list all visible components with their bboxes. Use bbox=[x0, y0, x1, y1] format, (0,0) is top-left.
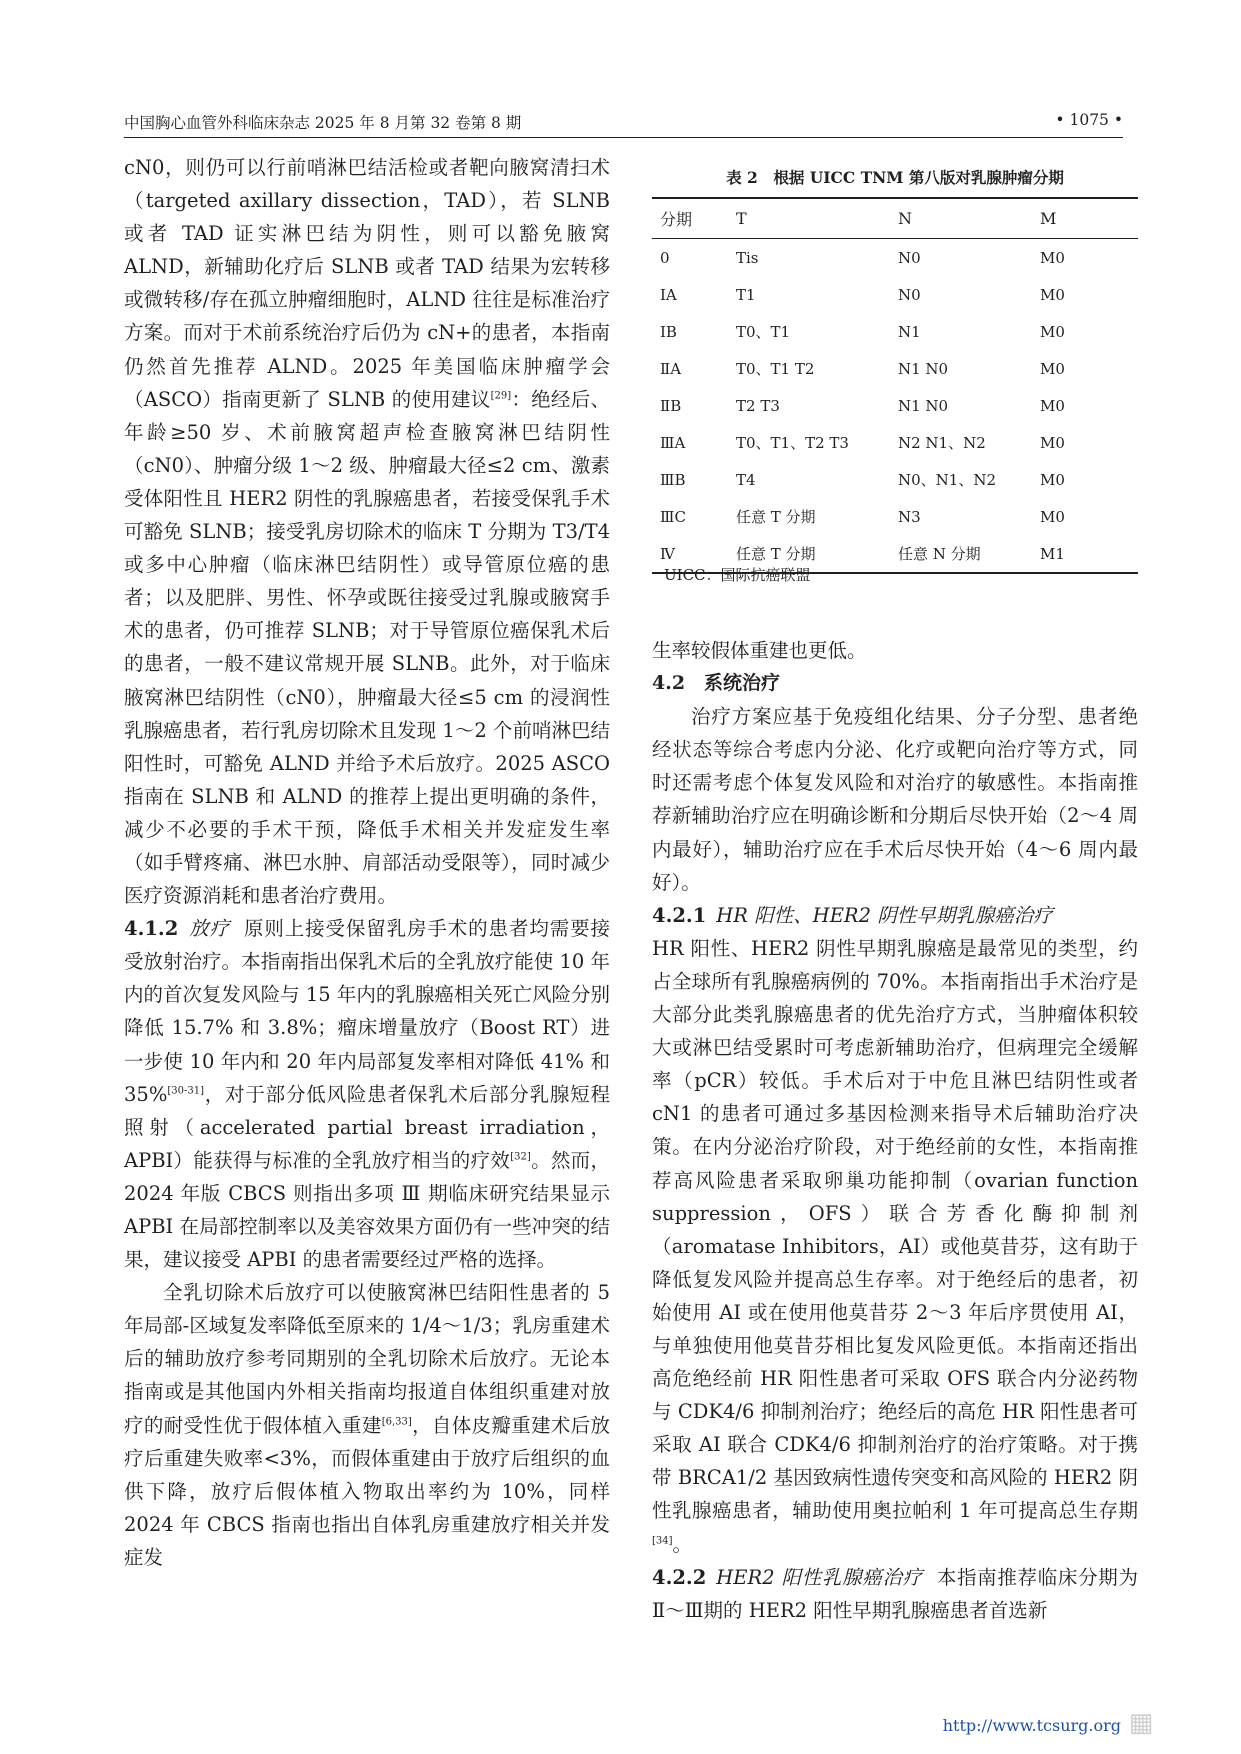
paragraph: 治疗方案应基于免疫组化结果、分子分型、患者绝经状态等综合考虑内分泌、化疗或靶向治疗等方式，同时还需考虑个体复发风险和对治疗的敏感性。本指南推荐新辅助治疗应在明确诊断和分期后尽快开始（2～4 周内最好），辅助治疗应在手术后尽快开始（4～6 周内最好）。 bbox=[652, 705, 1138, 894]
table-row: Ⅳ 任意 T 分期 任意 N 分期 M1 bbox=[652, 535, 1138, 573]
section-number: 4.1.2 bbox=[124, 917, 179, 941]
running-header bbox=[124, 103, 1123, 138]
section-number: 4.2.2 bbox=[652, 1565, 707, 1589]
journal-logo-icon: ▦ bbox=[1128, 1708, 1154, 1738]
paragraph: 全乳切除术后放疗可以使腋窝淋巴结阳性患者的 5 年局部-区域复发率降低至原来的 1/4～1/3；乳房重建术后的辅助放疗参考同期别的全乳切除术后放疗。无论本指南或是其他国内外相关指南均报道自体组织重建对放疗的耐受性优于假体植入重建[6,33]，自体皮瓣重建术后放疗后重建失败率<3%，而假体重建由于放疗后组织的血供下降，放疗后假体植入物取出率约为 10%，同样 2024 年 CBCS 指南也指出自体乳房重建放疗相关并发症发 bbox=[124, 1281, 610, 1569]
section-heading-4-2: 4.2 系统治疗 bbox=[652, 672, 781, 695]
citation[interactable]: [34] bbox=[652, 1535, 673, 1547]
table-row: 0 Tis N0 M0 bbox=[660, 248, 1065, 267]
table-row: ⅢC 任意 T 分期 N3 M0 bbox=[660, 507, 1065, 526]
table-row: ⅠB T0、T1 N1 M0 bbox=[660, 322, 1065, 341]
table-row: ⅡB T2 T3 N1 N0 M0 bbox=[660, 396, 1065, 415]
table-row: ⅠA T1 N0 M0 bbox=[660, 285, 1065, 304]
table-row: ⅢB T4 N0、N1、N2 M0 bbox=[660, 470, 1065, 489]
left-column bbox=[124, 151, 610, 1574]
header-n: N bbox=[898, 209, 912, 228]
section-title: 放疗 bbox=[188, 917, 230, 941]
table-note: UICC：国际抗癌联盟 bbox=[664, 566, 811, 584]
section-4-1-2: 4.1.2 放疗 原则上接受保留乳房手术的患者均需要接受放射治疗。本指南指出保乳术后的全乳放疗能使 10 年内的首次复发风险与 15 年内的乳腺癌相关死亡风险分别降低 15.7% 和 3.8%；瘤床增量放疗（Boost RT）进一步使 10 年内和 20 年内局部复发率相对降低 41% 和 35%[30-31]，对于部分低风险患者保乳术后部分乳腺短程照射（accelerated partial breast irradiation，APBI）能获得与标准的全乳放疗相当的疗效[32]。然而，2024 年版 CBCS 则指出多项 Ⅲ 期临床研究结果显示 APBI 在局部控制率以及美容效果方面仍有一些冲突的结果，建议接受 APBI 的患者需要经过严格的选择。 bbox=[124, 917, 610, 1272]
staging-table bbox=[652, 197, 1138, 574]
page-number: • 1075 • bbox=[1055, 111, 1123, 129]
section-number: 4.2.1 bbox=[652, 903, 707, 927]
section-title: HR 阳性、HER2 阴性早期乳腺癌治疗 bbox=[716, 903, 1053, 927]
right-column bbox=[652, 634, 1138, 1627]
header-stage: 分期 bbox=[660, 210, 693, 229]
table-row: ⅡA T0、T1 T2 N1 N0 M0 bbox=[660, 359, 1065, 378]
section-title: HER2 阳性乳腺癌治疗 bbox=[716, 1565, 923, 1589]
citation[interactable]: [32] bbox=[510, 1151, 531, 1163]
journal-url-link[interactable]: http://www.tcsurg.org bbox=[942, 1716, 1121, 1735]
journal-info: 中国胸心血管外科临床杂志 2025 年 8 月第 32 卷第 8 期 bbox=[124, 114, 522, 132]
header-t: T bbox=[736, 209, 747, 228]
paragraph: cN0，则仍可以行前哨淋巴结活检或者靶向腋窝清扫术（targeted axillary dissection，TAD），若 SLNB 或者 TAD 证实淋巴结为阴性，则可以豁免腋窝 ALND，新辅助化疗后 SLNB 或者 TAD 结果为宏转移或微转移/存在孤立肿瘤细胞时，ALND 往往是标准治疗方案。而对于术前系统治疗后仍为 cN+的患者，本指南仍然首先推荐 ALND。2025 年美国临床肿瘤学会（ASCO）指南更新了 SLNB 的使用建议[29]：绝经后、年龄≥50 岁、术前腋窝超声检查腋窝淋巴结阴性（cN0）、肿瘤分级 1～2 级、肿瘤最大径≤2 cm、激素受体阳性且 HER2 阴性的乳腺癌患者，若接受保乳手术可豁免 SLNB；接受乳房切除术的临床 T 分期为 T3/T4 或多中心肿瘤（临床淋巴结阴性）或导管原位癌的患者；以及肥胖、男性、怀孕或既往接受过乳腺或腋窝手术的患者，仍可推荐 SLNB；对于导管原位癌保乳术后的患者，一般不建议常规开展 SLNB。此外，对于临床腋窝淋巴结阴性（cN0），肿瘤最大径≤5 cm 的浸润性乳腺癌患者，若行乳房切除术且发现 1～2 个前哨淋巴结阳性时，可豁免 ALND 并给予术后放疗。2025 ASCO 指南在 SLNB 和 ALND 的推荐上提出更明确的条件，减少不必要的手术干预，降低手术相关并发症发生率（如手臂疼痛、淋巴水肿、肩部活动受限等），同时减少医疗资源消耗和患者治疗费用。 bbox=[124, 156, 610, 908]
section-4-2-2: 4.2.2 HER2 阳性乳腺癌治疗 本指南推荐临床分期为Ⅱ～Ⅲ期的 HER2 阳性早期乳腺癌患者首选新 bbox=[652, 1565, 1138, 1622]
table-row: ⅢA T0、T1、T2 T3 N2 N1、N2 M0 bbox=[660, 433, 1065, 452]
citation[interactable]: [29] bbox=[490, 390, 512, 402]
citation[interactable]: [6,33] bbox=[381, 1416, 412, 1428]
paragraph: 生率较假体重建也更低。 bbox=[652, 639, 867, 662]
table-caption: 表 2 根据 UICC TNM 第八版对乳腺肿瘤分期 bbox=[726, 168, 1064, 187]
section-4-2-1-heading bbox=[652, 899, 1138, 932]
citation[interactable]: [30-31] bbox=[167, 1085, 204, 1097]
header-m: M bbox=[1040, 209, 1057, 228]
table-header-row bbox=[652, 198, 1138, 239]
paragraph: HR 阳性、HER2 阴性早期乳腺癌是最常见的类型，约占全球所有乳腺癌病例的 70%。本指南指出手术治疗是大部分此类乳腺癌患者的优先治疗方式，当肿瘤体积较大或淋巴结受累时可考虑新辅助治疗，但病理完全缓解率（pCR）较低。手术后对于中危且淋巴结阴性或者 cN1 的患者可通过多基因检测来指导术后辅助治疗决策。在内分泌治疗阶段，对于绝经前的女性，本指南推荐高风险患者采取卵巢功能抑制（ovarian function suppression，OFS）联合芳香化酶抑制剂（aromatase Inhibitors，AI）或他莫昔芬，这有助于降低复发风险并提高总生存率。对于绝经后的患者，初始使用 AI 或在使用他莫昔芬 2～3 年后序贯使用 AI，与单独使用他莫昔芬相比复发风险更低。本指南还指出高危绝经前 HR 阳性患者可采取 OFS 联合内分泌药物与 CDK4/6 抑制剂治疗；绝经后的高危 HR 阳性患者可采取 AI 联合 CDK4/6 抑制剂治疗的治疗策略。对于携带 BRCA1/2 基因致病性遗传突变和高风险的 HER2 阴性乳腺癌患者，辅助使用奥拉帕利 1 年可提高总生存期[34]。 bbox=[652, 936, 1138, 1556]
